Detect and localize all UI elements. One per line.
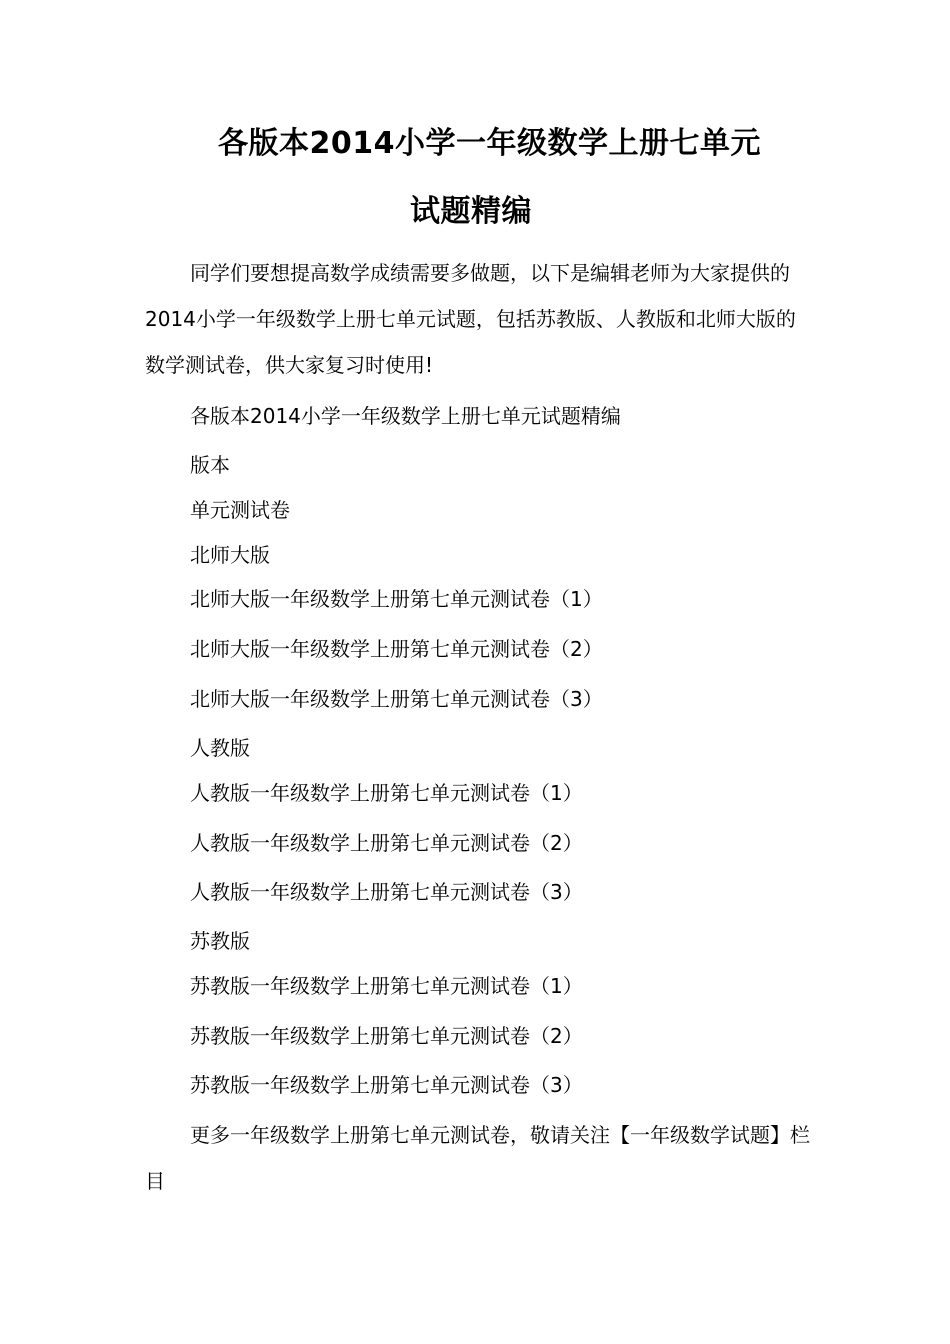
subtitle-line: 各版本2014小学一年级数学上册七单元试题精编 <box>190 404 621 428</box>
intro-paragraph: 同学们要想提高数学成绩需要多做题，以下是编辑老师为大家提供的2014小学一年级数学上册七单元试题，包括苏教版、人教版和北师大版的数学测试卷，供大家复习时使用! <box>145 261 796 377</box>
section-heading-rj: 人教版 <box>190 736 250 760</box>
document-title-line-1: 各版本2014小学一年级数学上册七单元 <box>218 126 761 161</box>
test-item-bsd-3: 北师大版一年级数学上册第七单元测试卷（3） <box>190 687 603 711</box>
section-heading-bsd: 北师大版 <box>190 543 270 567</box>
closing-paragraph: 更多一年级数学上册第七单元测试卷，敬请关注【一年级数学试题】栏目 <box>145 1123 810 1193</box>
version-label: 版本 <box>190 453 230 477</box>
test-item-rj-1: 人教版一年级数学上册第七单元测试卷（1） <box>190 781 583 805</box>
test-item-rj-3: 人教版一年级数学上册第七单元测试卷（3） <box>190 880 583 904</box>
test-item-sj-2: 苏教版一年级数学上册第七单元测试卷（2） <box>190 1024 583 1048</box>
test-item-rj-2: 人教版一年级数学上册第七单元测试卷（2） <box>190 831 583 855</box>
test-item-bsd-2: 北师大版一年级数学上册第七单元测试卷（2） <box>190 637 603 661</box>
document-title-line-2: 试题精编 <box>410 194 532 229</box>
test-item-sj-1: 苏教版一年级数学上册第七单元测试卷（1） <box>190 974 583 998</box>
section-heading-sj: 苏教版 <box>190 929 250 953</box>
test-item-bsd-1: 北师大版一年级数学上册第七单元测试卷（1） <box>190 587 603 611</box>
unit-test-label: 单元测试卷 <box>190 498 290 522</box>
test-item-sj-3: 苏教版一年级数学上册第七单元测试卷（3） <box>190 1073 583 1097</box>
